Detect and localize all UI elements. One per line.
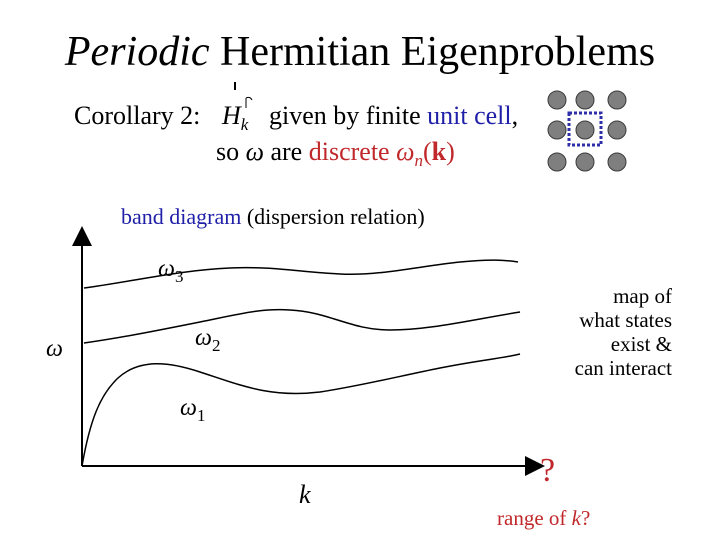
discrete-term: discrete bbox=[308, 137, 390, 166]
x-axis-label: k bbox=[299, 480, 311, 509]
range-of-k-text bbox=[497, 506, 590, 531]
band-2-curve bbox=[84, 310, 520, 343]
title-rest: Hermitian Eigenproblems bbox=[209, 29, 656, 75]
side-note-line: what states bbox=[579, 308, 672, 332]
band-3-symbol: ω bbox=[158, 256, 175, 282]
range-k: k bbox=[571, 506, 581, 530]
band-2-symbol: ω bbox=[195, 325, 212, 351]
band-1-curve bbox=[82, 354, 520, 466]
band-2-label bbox=[195, 325, 221, 355]
band-1-symbol: ω bbox=[180, 395, 197, 421]
side-note bbox=[540, 284, 672, 380]
paren-close: ) bbox=[446, 137, 455, 166]
band-3-curve bbox=[84, 260, 518, 288]
side-note-line: map of bbox=[613, 284, 672, 308]
are-text: are bbox=[270, 137, 303, 166]
band-1-label bbox=[180, 395, 206, 425]
omega-n-symbol: ω bbox=[396, 137, 415, 166]
title-italic: Periodic bbox=[64, 29, 210, 75]
unit-cell-term: unit cell bbox=[427, 101, 512, 130]
y-axis-label: ω bbox=[46, 336, 63, 362]
band-3-label bbox=[158, 256, 184, 286]
band-2-subscript: 2 bbox=[211, 336, 221, 355]
paren-open: ( bbox=[422, 137, 432, 166]
comma-text: , bbox=[511, 101, 519, 130]
band-1-subscript: 1 bbox=[196, 406, 206, 425]
range-suffix: ? bbox=[580, 506, 591, 530]
band-3-subscript: 3 bbox=[174, 267, 184, 286]
k-vector: k bbox=[431, 137, 447, 166]
side-note-line: can interact bbox=[574, 356, 672, 380]
omega-symbol: ω bbox=[245, 137, 264, 166]
question-mark: ? bbox=[540, 452, 556, 489]
corollary-label: Corollary 2: bbox=[74, 101, 201, 130]
omega-n-subscript: n bbox=[414, 151, 423, 170]
given-by-text: given by finite bbox=[269, 101, 421, 130]
band-diagram-term: band diagram bbox=[121, 204, 242, 229]
side-note-line: exist & bbox=[610, 332, 672, 356]
so-text: so bbox=[216, 137, 240, 166]
range-prefix: range of bbox=[497, 506, 572, 530]
operator-symbol: H bbox=[222, 101, 241, 130]
dispersion-relation-text: (dispersion relation) bbox=[241, 204, 425, 229]
operator-subscript: k bbox=[240, 115, 249, 134]
